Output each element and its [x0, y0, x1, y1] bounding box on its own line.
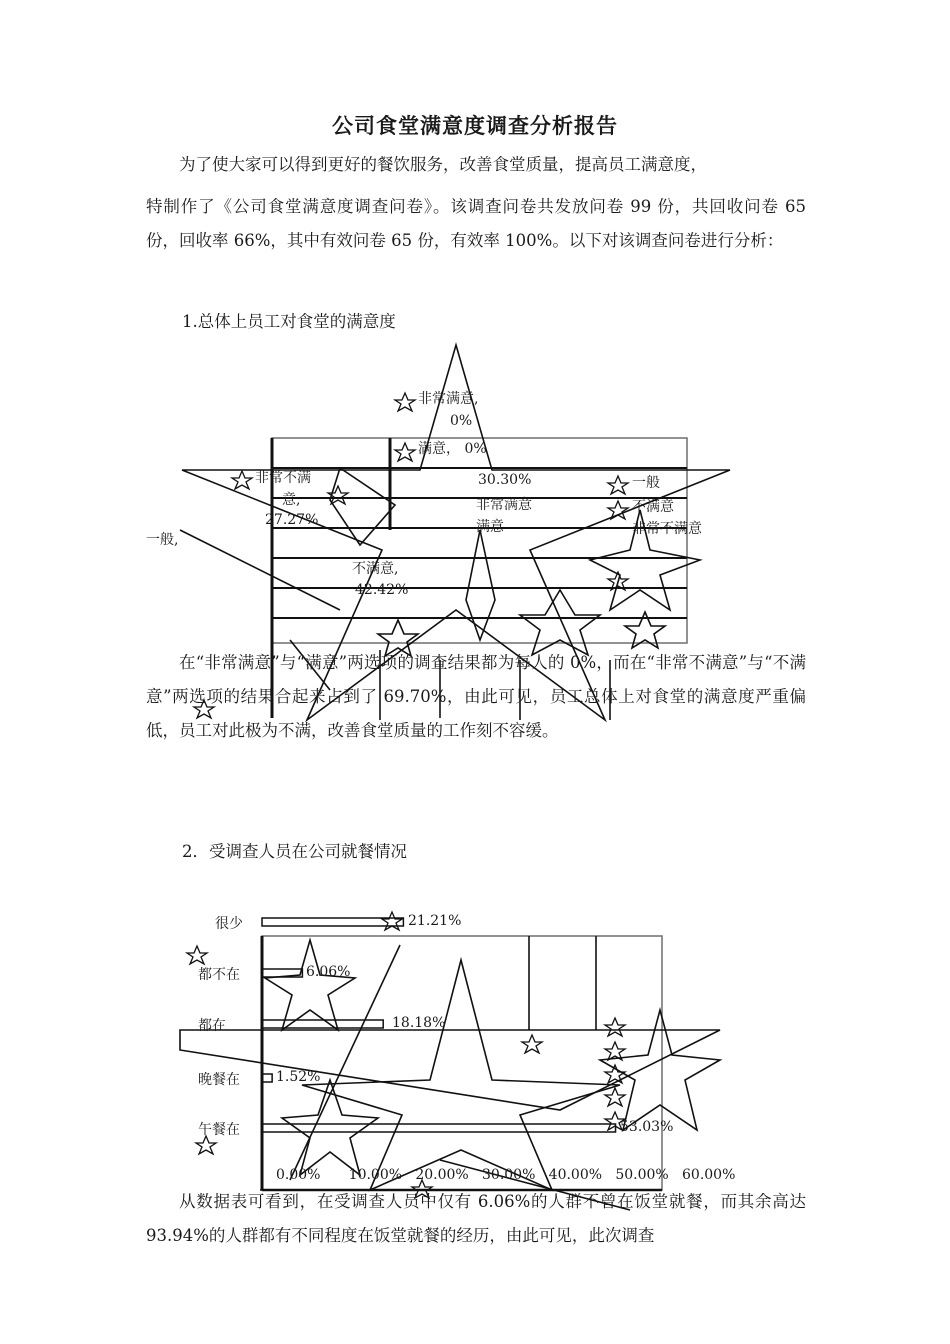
bar — [262, 1074, 272, 1082]
intro-paragraph: 特制作了《公司食堂满意度调查问卷》。该调查问卷共发放问卷 99 份，共回收问卷 65 份，回收率 66%，其中有效问卷 65 份，有效率 100%。以下对该调查问卷进行分析： — [146, 197, 806, 250]
page-title: 公司食堂满意度调查分析报告 — [332, 113, 618, 138]
bar-value-label: 1.52% — [276, 1069, 321, 1085]
section2-heading: 2．受调查人员在公司就餐情况 — [182, 842, 407, 861]
x-tick-label: 60.00% — [682, 1167, 736, 1183]
legend-unsatisfied: 不满意 — [632, 499, 674, 515]
section1-analysis: 在“非常满意”与“满意”两选项的调查结果都为每人的 0%，而在“非常不满意”与“不满意”两选项的结果合起来占到了 69.70%，由此可见，员工总体上对食堂的满意度严重偏低，员工对此极为不满，改善食堂质量的工作刻不容缓。 — [146, 653, 806, 740]
x-tick-label: 30.00% — [482, 1167, 536, 1183]
star-icon — [522, 1035, 542, 1053]
label-unsatisfied-pct: 42.42% — [355, 582, 409, 598]
x-tick-label: 40.00% — [548, 1167, 603, 1183]
bar-value-label: 6.06% — [306, 964, 351, 980]
label-very-unsatisfied-pct: 27.27% — [265, 512, 319, 528]
x-tick-label: 0.00% — [276, 1167, 321, 1183]
section1-heading: 1.总体上员工对食堂的满意度 — [182, 312, 396, 331]
label-unsatisfied: 不满意, — [352, 561, 399, 577]
bar-category-label: 都不在 — [198, 967, 240, 983]
legend-general: 一般 — [632, 475, 660, 491]
star-shape — [302, 960, 620, 1190]
label-very-unsatisfied: 非常不满 — [255, 470, 311, 486]
label-very-satisfied-pct: 0% — [450, 413, 473, 429]
star-icon — [187, 946, 207, 964]
bar-category-label: 午餐在 — [198, 1122, 240, 1138]
x-tick-label: 20.00% — [415, 1167, 469, 1183]
legend-side-satisfied: 满意 — [476, 519, 504, 535]
label-very-satisfied: 非常满意, — [418, 391, 479, 407]
x-tick-label: 10.00% — [348, 1167, 403, 1183]
section2-conclusion: 从数据表可看到，在受调查人员中仅有 6.06%的人群不曾在饭堂就餐，而其余高达 93.94%的人群都有不同程度在饭堂就餐的经历，由此可见，此次调查 — [146, 1192, 806, 1245]
label-very-unsatisfied-2: 意, — [282, 492, 301, 508]
star-icon — [605, 1018, 625, 1036]
bar-category-label: 都在 — [198, 1018, 226, 1034]
label-satisfied: 满意， 0% — [418, 441, 487, 457]
legend-side-very-satisfied: 非常满意 — [476, 497, 532, 513]
bar-value-label: 53.03% — [620, 1119, 674, 1135]
intro-line1: 为了使大家可以得到更好的餐饮服务，改善食堂质量，提高员工满意度， — [179, 155, 707, 174]
x-tick-label: 50.00% — [615, 1167, 669, 1183]
star-icon — [605, 1088, 625, 1106]
bar-value-label: 21.21% — [408, 913, 462, 929]
legend-very-unsatisfied: 非常不满意 — [632, 521, 702, 537]
star-icon — [382, 912, 402, 930]
bar-category-label: 很少 — [215, 916, 243, 932]
bar-value-label: 18.18% — [392, 1015, 446, 1031]
label-general: 一般, — [146, 532, 179, 548]
bar-category-label: 晚餐在 — [198, 1072, 240, 1088]
label-general-pct: 30.30% — [478, 472, 532, 488]
